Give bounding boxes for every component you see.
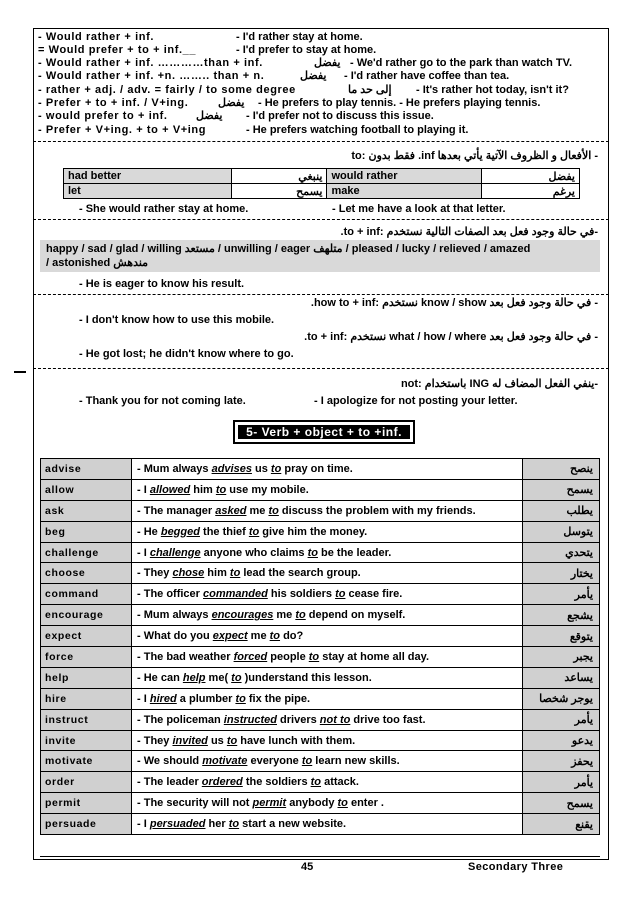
verb-cell: ask [41, 500, 132, 521]
table-row [41, 814, 600, 835]
example-text: - I [137, 483, 150, 496]
verb-cell: motivate [41, 751, 132, 772]
spacer-cell [515, 563, 523, 584]
example-cell [132, 688, 515, 709]
example-sentence: - He is eager to know his result. [79, 278, 245, 290]
section-heading: -في حالة وجود فعل بعد الصفات التالية نستخدم :to + inf. [340, 226, 598, 238]
underlined-verb: instructed [223, 713, 277, 726]
example-text: - I [137, 692, 150, 705]
meaning-cell: يتحدي [523, 542, 600, 563]
example-text: stay at home all day. [319, 650, 429, 663]
underlined-verb: permit [252, 797, 287, 810]
rule-left: - Prefer + to + inf. / V+ing. [38, 97, 189, 109]
section-heading: - الأفعال و الظروف الآتية يأتي بعدها inf. فقط بدون :to [351, 150, 598, 162]
verb-cell: had better [64, 169, 232, 184]
underlined-to: to [215, 483, 227, 496]
verb-cell: order [41, 772, 132, 793]
meaning-cell: يأمر [523, 772, 600, 793]
underlined-verb: invited [172, 734, 208, 747]
rule-example: - We'd rather go to the park than watch TV. [350, 57, 573, 69]
underlined-to: to [308, 650, 320, 663]
rule-example: - He prefers watching football to playing it. [246, 124, 469, 136]
example-text: - They [137, 567, 173, 580]
table-row [41, 521, 600, 542]
meaning-cell: يقنع [523, 814, 600, 835]
meaning-cell: يأمر [523, 584, 600, 605]
example-cell [132, 459, 515, 480]
example-text: - He can [137, 671, 183, 684]
example-sentence: - Let me have a look at that letter. [332, 203, 506, 215]
spacer-cell [515, 542, 523, 563]
spacer-cell [515, 730, 523, 751]
verb-object-infinitive-table [40, 458, 600, 835]
rule-example: - I'd prefer not to discuss this issue. [246, 110, 434, 122]
underlined-to: to [337, 797, 348, 810]
underlined-verb: motivate [202, 755, 248, 768]
meaning-cell: يسمح [523, 793, 600, 814]
example-text: start a new website. [239, 818, 347, 831]
example-text: a plumber [176, 692, 236, 705]
verb-cell: challenge [41, 542, 132, 563]
example-cell [132, 751, 515, 772]
example-text: use my mobile. [226, 483, 309, 496]
section-title-box [233, 420, 415, 444]
example-cell [132, 793, 515, 814]
underlined-to: to [226, 734, 238, 747]
underlined-to: to [235, 692, 246, 705]
section-divider [33, 294, 609, 295]
spacer-cell [515, 814, 523, 835]
footer-label: Secondary Three [468, 861, 564, 873]
verb-cell: instruct [41, 709, 132, 730]
example-text: me [247, 630, 270, 643]
example-text: - What do you [137, 630, 213, 643]
underlined-verb: allowed [149, 483, 191, 496]
example-sentence: - I apologize for not posting your letter. [314, 395, 518, 407]
underlined-to: to [231, 671, 242, 684]
verb-cell: would rather [327, 169, 482, 184]
meaning-cell: ينصح [523, 459, 600, 480]
example-text: - The security will not [137, 797, 253, 810]
example-text: - The manager [137, 504, 216, 517]
example-text: - I [137, 546, 150, 559]
footer-rule [40, 856, 600, 857]
underlined-to: to [229, 567, 241, 580]
section-divider [33, 141, 609, 142]
table-row [64, 184, 580, 199]
example-cell [132, 584, 515, 605]
rule-arabic: يفضل [314, 57, 341, 69]
example-sentence: - He got lost; he didn't know where to go. [79, 348, 294, 360]
rule-arabic: إلى حد ما [348, 84, 392, 96]
example-text: depend on myself. [305, 609, 406, 622]
example-text: everyone [247, 755, 302, 768]
example-text: anybody [286, 797, 338, 810]
example-text: attack. [321, 776, 359, 789]
example-text: anyone who claims [200, 546, 308, 559]
example-sentence: - Thank you for not coming late. [79, 395, 246, 407]
meaning-cell: يحفز [523, 751, 600, 772]
spacer-cell [515, 751, 523, 772]
rule-left: - rather + adj. / adv. = fairly / to some degree [38, 84, 296, 96]
infinitive-verbs-table [63, 168, 580, 199]
example-text: people [267, 650, 309, 663]
spacer-cell [515, 793, 523, 814]
underlined-to: to [270, 462, 282, 475]
spacer-cell [515, 500, 523, 521]
meaning-cell: ينبغي [231, 169, 327, 184]
margin-mark [14, 371, 26, 373]
example-text: us [251, 462, 271, 475]
example-text: pray on time. [281, 462, 353, 475]
example-cell [132, 605, 515, 626]
underlined-to: to [310, 776, 322, 789]
meaning-cell: يتوسل [523, 521, 600, 542]
table-row [41, 709, 600, 730]
example-text: - I [137, 818, 150, 831]
table-row [41, 500, 600, 521]
verb-cell: allow [41, 479, 132, 500]
verb-cell: invite [41, 730, 132, 751]
underlined-verb: asked [215, 504, 247, 517]
spacer-cell [515, 479, 523, 500]
table-row [41, 605, 600, 626]
meaning-cell: يجبر [523, 647, 600, 668]
rule-left: - Would rather + inf. +n. …….. than + n. [38, 70, 265, 82]
meaning-cell: يطلب [523, 500, 600, 521]
verb-cell: expect [41, 626, 132, 647]
spacer-cell [515, 605, 523, 626]
example-cell [132, 479, 515, 500]
meaning-cell: يرغم [482, 184, 580, 199]
table-row [41, 772, 600, 793]
rule-arabic: يفضل [196, 110, 223, 122]
example-text: lead the search group. [240, 567, 361, 580]
table-row [41, 563, 600, 584]
example-text: - The officer [137, 588, 204, 601]
table-row [41, 730, 600, 751]
spacer-cell [515, 521, 523, 542]
example-text: the thief [199, 525, 249, 538]
underlined-verb: challenge [149, 546, 201, 559]
underlined-verb: expect [212, 630, 248, 643]
meaning-cell: يسمح [231, 184, 327, 199]
example-text: - They [137, 734, 173, 747]
verb-cell: beg [41, 521, 132, 542]
spacer-cell [515, 626, 523, 647]
example-cell [132, 626, 515, 647]
verb-cell: help [41, 667, 132, 688]
meaning-cell: يشجع [523, 605, 600, 626]
verb-cell: hire [41, 688, 132, 709]
example-text: - Mum always [137, 462, 212, 475]
example-text: cease fire. [345, 588, 403, 601]
rule-arabic: يفضل [218, 97, 245, 109]
underlined-verb: ordered [201, 776, 243, 789]
verb-cell: permit [41, 793, 132, 814]
example-cell [132, 542, 515, 563]
example-cell [132, 563, 515, 584]
underlined-verb: chose [172, 567, 205, 580]
table-row [64, 169, 580, 184]
adjectives-line: / astonished مندهش [46, 257, 149, 269]
underlined-verb: forced [233, 650, 268, 663]
spacer-cell [515, 459, 523, 480]
adjectives-line: happy / sad / glad / willing مستعد / unwilling / eager متلهف / pleased / lucky / relieved / amazed [46, 243, 531, 255]
example-text: him [204, 567, 230, 580]
underlined-to: to [295, 609, 306, 622]
example-text: - The policeman [137, 713, 224, 726]
example-text: her [205, 818, 229, 831]
example-text: me [273, 609, 296, 622]
underlined-to: to [335, 588, 346, 601]
example-text: drive too fast. [350, 713, 426, 726]
example-text: fix the pipe. [245, 692, 311, 705]
table-row [41, 647, 600, 668]
underlined-to: to [228, 818, 240, 831]
table-row [41, 479, 600, 500]
example-text: discuss the problem with my friends. [278, 504, 476, 517]
underlined-to: to [248, 525, 260, 538]
example-text: - We should [137, 755, 203, 768]
example-text: - The leader [137, 776, 202, 789]
underlined-to: not to [319, 713, 351, 726]
example-text: him [190, 483, 216, 496]
verb-cell: persuade [41, 814, 132, 835]
verb-cell: advise [41, 459, 132, 480]
example-text: drivers [276, 713, 320, 726]
example-text: me [246, 504, 269, 517]
meaning-cell: يسمح [523, 479, 600, 500]
underlined-verb: persuaded [149, 818, 206, 831]
verb-cell: force [41, 647, 132, 668]
table-row [41, 584, 600, 605]
table-row [41, 667, 600, 688]
underlined-to: to [301, 755, 313, 768]
example-cell [132, 500, 515, 521]
rule-example: - It's rather hot today, isn't it? [416, 84, 569, 96]
underlined-to: to [307, 546, 318, 559]
example-cell [132, 814, 515, 835]
example-text: his soldiers [267, 588, 336, 601]
underlined-verb: encourages [211, 609, 274, 622]
example-cell [132, 730, 515, 751]
example-text: the soldiers [242, 776, 311, 789]
example-text: - Mum always [137, 609, 212, 622]
example-text: do? [280, 630, 304, 643]
example-sentence: - She would rather stay at home. [79, 203, 249, 215]
example-sentence: - I don't know how to use this mobile. [79, 314, 275, 326]
table-row [41, 626, 600, 647]
rule-left: - Would rather + inf. [38, 31, 154, 43]
example-text: - The bad weather [137, 650, 234, 663]
table-row [41, 751, 600, 772]
meaning-cell: يفضل [482, 169, 580, 184]
rule-left: - would prefer to + inf. [38, 110, 168, 122]
underlined-verb: help [182, 671, 206, 684]
underlined-to: to [268, 504, 279, 517]
example-cell [132, 772, 515, 793]
spacer-cell [515, 667, 523, 688]
table-row [41, 542, 600, 563]
meaning-cell: يدعو [523, 730, 600, 751]
spacer-cell [515, 772, 523, 793]
section-divider [33, 219, 609, 220]
example-text: have lunch with them. [237, 734, 356, 747]
example-text: be the leader. [317, 546, 392, 559]
underlined-verb: hired [149, 692, 177, 705]
example-text: us [207, 734, 227, 747]
underlined-to: to [269, 630, 281, 643]
rule-example: - He prefers to play tennis. - He prefers playing tennis. [258, 97, 541, 109]
example-cell [132, 667, 515, 688]
example-text: learn new skills. [312, 755, 400, 768]
verb-cell: command [41, 584, 132, 605]
example-text: enter . [347, 797, 384, 810]
section-title: 5- Verb + object + to +inf. [238, 425, 410, 439]
rule-left: - Prefer + V+ing. + to + V+ing [38, 124, 207, 136]
page-number: 45 [301, 861, 314, 873]
section-heading: - في حالة وجود فعل بعد know / show نستخدم :how to + inf. [310, 297, 598, 309]
rule-example: - I'd prefer to stay at home. [236, 44, 377, 56]
example-cell [132, 709, 515, 730]
meaning-cell: يتوقع [523, 626, 600, 647]
section-heading: - في حالة وجود فعل بعد what / how / where نستخدم :to + inf. [304, 331, 598, 343]
rule-example: - I'd rather have coffee than tea. [344, 70, 510, 82]
rule-left: - Would rather + inf. …………than + inf. [38, 57, 263, 69]
section-heading: -ينفي الفعل المضاف له ING باستخدام :not [400, 378, 598, 390]
example-text: )understand this lesson. [241, 671, 372, 684]
verb-cell: make [327, 184, 482, 199]
example-text: give him the money. [259, 525, 368, 538]
underlined-verb: commanded [203, 588, 268, 601]
rule-left: = Would prefer + to + inf.__ [38, 44, 197, 56]
meaning-cell: يساعد [523, 667, 600, 688]
meaning-cell: يوجر شخصا [523, 688, 600, 709]
spacer-cell [515, 647, 523, 668]
example-cell [132, 647, 515, 668]
meaning-cell: يختار [523, 563, 600, 584]
table-row [41, 793, 600, 814]
example-text: - He [137, 525, 161, 538]
rule-arabic: يفضل [300, 70, 327, 82]
table-row [41, 459, 600, 480]
meaning-cell: يأمر [523, 709, 600, 730]
example-text: me( [205, 671, 232, 684]
verb-cell: encourage [41, 605, 132, 626]
spacer-cell [515, 709, 523, 730]
rule-example: - I'd rather stay at home. [236, 31, 363, 43]
example-cell [132, 521, 515, 542]
spacer-cell [515, 584, 523, 605]
adjectives-list [40, 240, 600, 272]
verb-cell: let [64, 184, 232, 199]
underlined-verb: advises [211, 462, 252, 475]
section-divider [33, 368, 609, 369]
spacer-cell [515, 688, 523, 709]
underlined-verb: begged [160, 525, 200, 538]
table-row [41, 688, 600, 709]
verb-cell: choose [41, 563, 132, 584]
